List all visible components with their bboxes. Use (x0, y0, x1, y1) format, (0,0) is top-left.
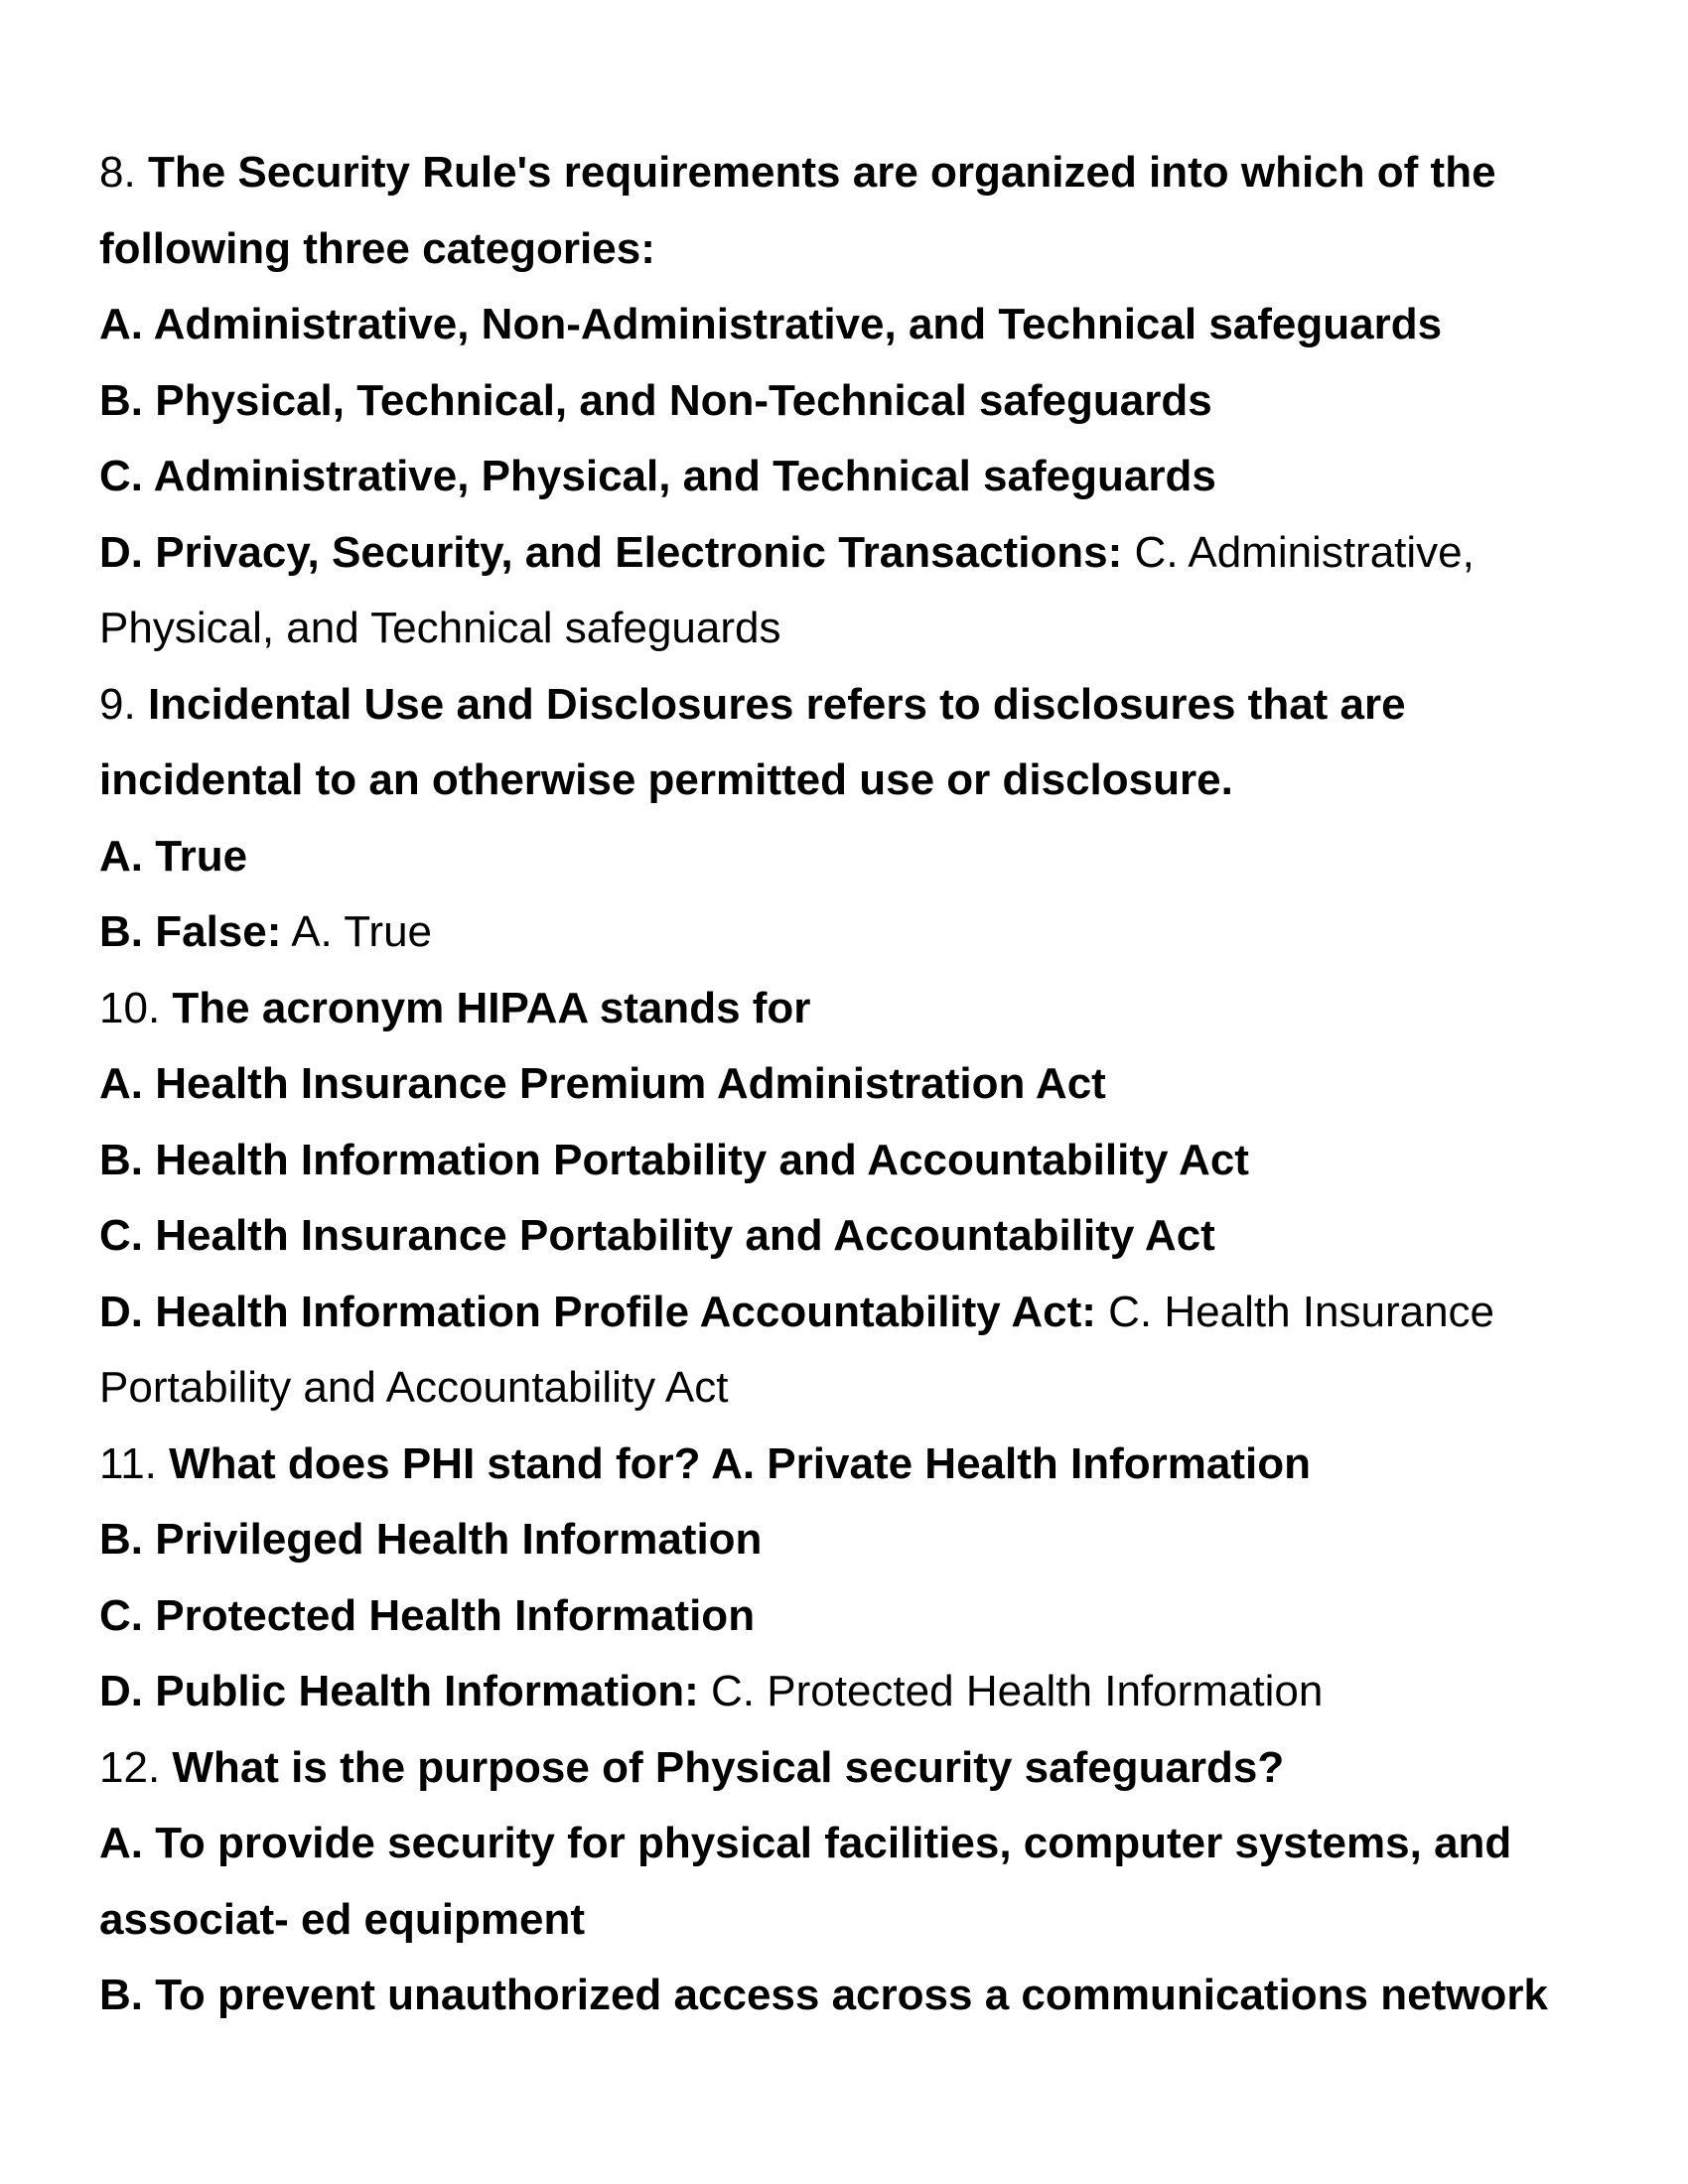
answer-text: C. Administrative, (1134, 527, 1475, 577)
question-prompt: following three categories: (99, 223, 655, 273)
question-prompt: What is the purpose of Physical security safeguards? (172, 1742, 1285, 1792)
answer-text: Physical, and Technical safeguards (99, 604, 781, 652)
question-prompt: The acronym HIPAA stands for (172, 983, 811, 1032)
question-10-answer-cont (99, 1350, 1609, 1427)
question-9-option-a (99, 819, 1609, 895)
option-text: A. Administrative, Non-Administrative, and Technical safeguards (99, 300, 1443, 348)
option-text: A. Health Insurance Premium Administration Act (99, 1059, 1106, 1108)
question-12-option-b (99, 1958, 1609, 2034)
question-8-option-d (99, 515, 1609, 592)
option-text: B. Health Information Portability and Accountability Act (99, 1135, 1249, 1184)
option-text: A. To provide security for physical facilities, computer systems, and (99, 1819, 1512, 1867)
question-11-option-b (99, 1502, 1609, 1578)
answer-text: C. Protected Health Information (711, 1667, 1324, 1715)
answer-text: A. True (291, 907, 433, 956)
option-text: C. Protected Health Information (99, 1590, 756, 1640)
question-10-option-b (99, 1123, 1609, 1199)
question-prompt: What does PHI stand for? A. Private Health Information (169, 1438, 1311, 1488)
question-8-option-b (99, 363, 1609, 440)
question-9-line-2 (99, 743, 1609, 819)
question-12-line-1 (99, 1730, 1609, 1807)
question-number: 9. (99, 679, 136, 729)
question-8-line-1 (99, 135, 1609, 211)
question-12-option-a-cont (99, 1882, 1609, 1959)
question-prompt: The Security Rule's requirements are organized into which of the (147, 148, 1496, 197)
question-number: 10. (99, 983, 161, 1032)
option-text: B. Physical, Technical, and Non-Technical safeguards (99, 375, 1212, 425)
question-8-option-a (99, 287, 1609, 363)
question-8-answer-cont (99, 591, 1609, 667)
option-text: associat- ed equipment (99, 1894, 586, 1944)
question-9-option-b (99, 894, 1609, 971)
question-10-option-a (99, 1046, 1609, 1123)
option-text: C. Administrative, Physical, and Technical safeguards (99, 452, 1216, 500)
option-text: D. Public Health Information: (99, 1667, 699, 1715)
question-11-option-c (99, 1578, 1609, 1655)
question-prompt: Incidental Use and Disclosures refers to disclosures that are (147, 679, 1406, 729)
question-number: 11. (99, 1438, 157, 1488)
option-text: B. False: (99, 907, 282, 956)
question-9-line-1 (99, 667, 1609, 744)
question-prompt: incidental to an otherwise permitted use or disclosure. (99, 755, 1233, 804)
answer-text: Portability and Accountability Act (99, 1363, 729, 1412)
question-11-line-1 (99, 1427, 1609, 1503)
answer-text: C. Health Insurance (1108, 1287, 1495, 1336)
option-text: B. Privileged Health Information (99, 1515, 763, 1564)
question-12-option-a (99, 1806, 1609, 1882)
option-text: D. Health Information Profile Accountability Act: (99, 1287, 1096, 1336)
option-text: C. Health Insurance Portability and Accountability Act (99, 1211, 1215, 1260)
question-number: 12. (99, 1742, 161, 1792)
question-11-option-d (99, 1654, 1609, 1730)
option-text: A. True (99, 831, 248, 881)
document-page (99, 135, 1609, 2034)
question-10-option-d (99, 1275, 1609, 1351)
question-8-option-c (99, 439, 1609, 515)
question-10-line-1 (99, 971, 1609, 1047)
question-8-line-2 (99, 211, 1609, 288)
question-number: 8. (99, 148, 136, 197)
question-10-option-c (99, 1198, 1609, 1275)
option-text: D. Privacy, Security, and Electronic Transactions: (99, 527, 1123, 577)
option-text: B. To prevent unauthorized access across a communications network (99, 1971, 1548, 2019)
